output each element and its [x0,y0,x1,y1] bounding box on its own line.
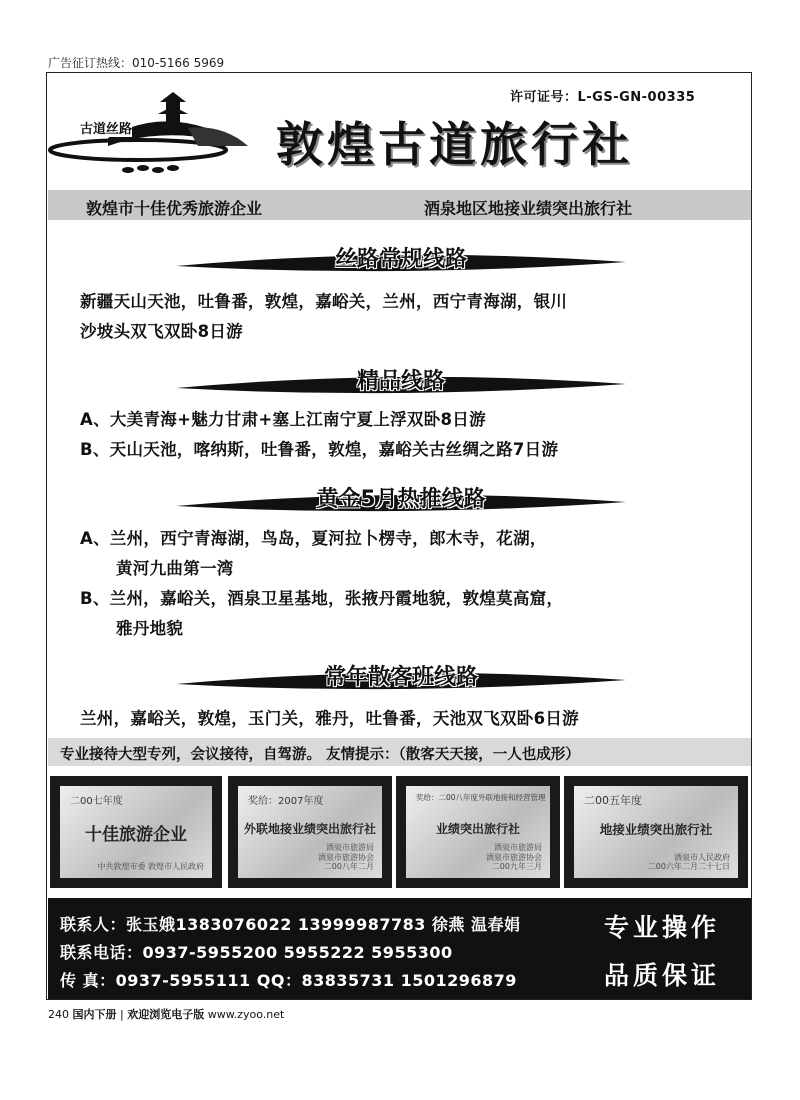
award-year: 奖给：2007年度 [248,796,324,807]
route-line: 沙坡头双飞双卧8日游 [80,322,243,341]
service-note: 专业接待大型专列，会议接待，自驾游。 友情提示：（散客天天接，一人也成形） [60,747,580,763]
award-plaque [50,776,222,888]
section-title: 精品线路 [356,369,445,394]
route-line: 黄河九曲第一湾 [116,559,234,578]
agency-name: 敦煌古道旅行社 [276,118,633,173]
award-title: 地接业绩突出旅行社 [599,822,713,837]
slogan-professional: 专业操作 [604,913,721,942]
section-title: 黄金5月热推线路 [316,487,486,512]
award-title: 外联地接业绩突出旅行社 [243,822,376,836]
contact-box [48,898,751,999]
route-line: 雅丹地貌 [116,619,184,638]
agency-logo [48,88,258,184]
section-title: 丝路常规线路 [334,247,467,272]
award-issuer: 酒泉市旅游局 酒泉市旅游协会 二00九年三月 [486,843,542,872]
section-title: 常年散客班线路 [323,665,478,690]
route-line: 兰州，嘉峪关，敦煌，玉门关，雅丹，吐鲁番，天池双飞双卧6日游 [80,709,579,728]
honor-left: 敦煌市十佳优秀旅游企业 [86,199,263,218]
license-number: 许可证号：L-GS-GN-00335 [510,90,696,105]
award-title: 十佳旅游企业 [85,825,187,845]
award-plaque [564,776,748,888]
award-issuer: 酒泉市旅游局 酒泉市旅游协会 二00八年二月 [318,843,374,872]
section-header-golden-may [176,480,626,518]
route-line: B、兰州，嘉峪关，酒泉卫星基地，张掖丹霞地貌，敦煌莫高窟， [80,589,564,608]
honor-right: 酒泉地区地接业绩突出旅行社 [424,199,633,218]
award-title: 业绩突出旅行社 [435,822,520,836]
award-plaque [228,776,392,888]
logo-text: 古道丝路 [80,118,132,137]
award-issuer: 酒泉市人民政府 二00六年二月二十七日 [647,852,730,872]
footer-visit: 欢迎浏览电子版 [127,1008,205,1021]
award-year: 二00五年度 [584,794,642,807]
section-header-premium [176,362,626,400]
route-line: A、大美青海+魅力甘肃+塞上江南宁夏上浮双卧8日游 [80,410,486,429]
route-line: A、兰州，西宁青海湖，鸟岛，夏河拉卜楞寺，郎木寺，花湖， [80,529,547,548]
page-footer: 240 国内下册 | 欢迎浏览电子版 www.zyoo.net [48,1008,285,1021]
award-year: 二00七年度 [70,796,123,807]
ad-hotline: 广告征订热线：010-5166 5969 [48,56,225,70]
award-issuer: 中共敦煌市委 敦煌市人民政府 [97,862,204,872]
award-plaque [396,776,560,888]
contact-people: 联系人：张玉娥13830760​22 13999987783 徐燕 温春娟 [60,915,521,934]
slogan-quality: 品质保证 [604,961,721,990]
route-line: B、天山天池，喀纳斯，吐鲁番，敦煌，嘉峪关古丝绸之路7日游 [80,440,559,459]
section-header-silk-road [176,240,626,278]
footer-url[interactable]: www.zyoo.net [207,1008,285,1021]
route-line: 新疆天山天池，吐鲁番，敦煌，嘉峪关，兰州，西宁青海湖，银川 [80,292,568,311]
contact-fax: 传 真：0937-5955111 QQ：83835731 1501296879 [60,971,517,990]
award-year: 奖给：二00八年度外联地接和经营管理 [416,793,546,802]
footer-section: 国内下册 [72,1008,117,1021]
page-number: 240 [48,1008,69,1021]
section-header-regular [176,658,626,696]
contact-phone: 联系电话：0937-5955200 5955222 5955300 [60,943,453,962]
